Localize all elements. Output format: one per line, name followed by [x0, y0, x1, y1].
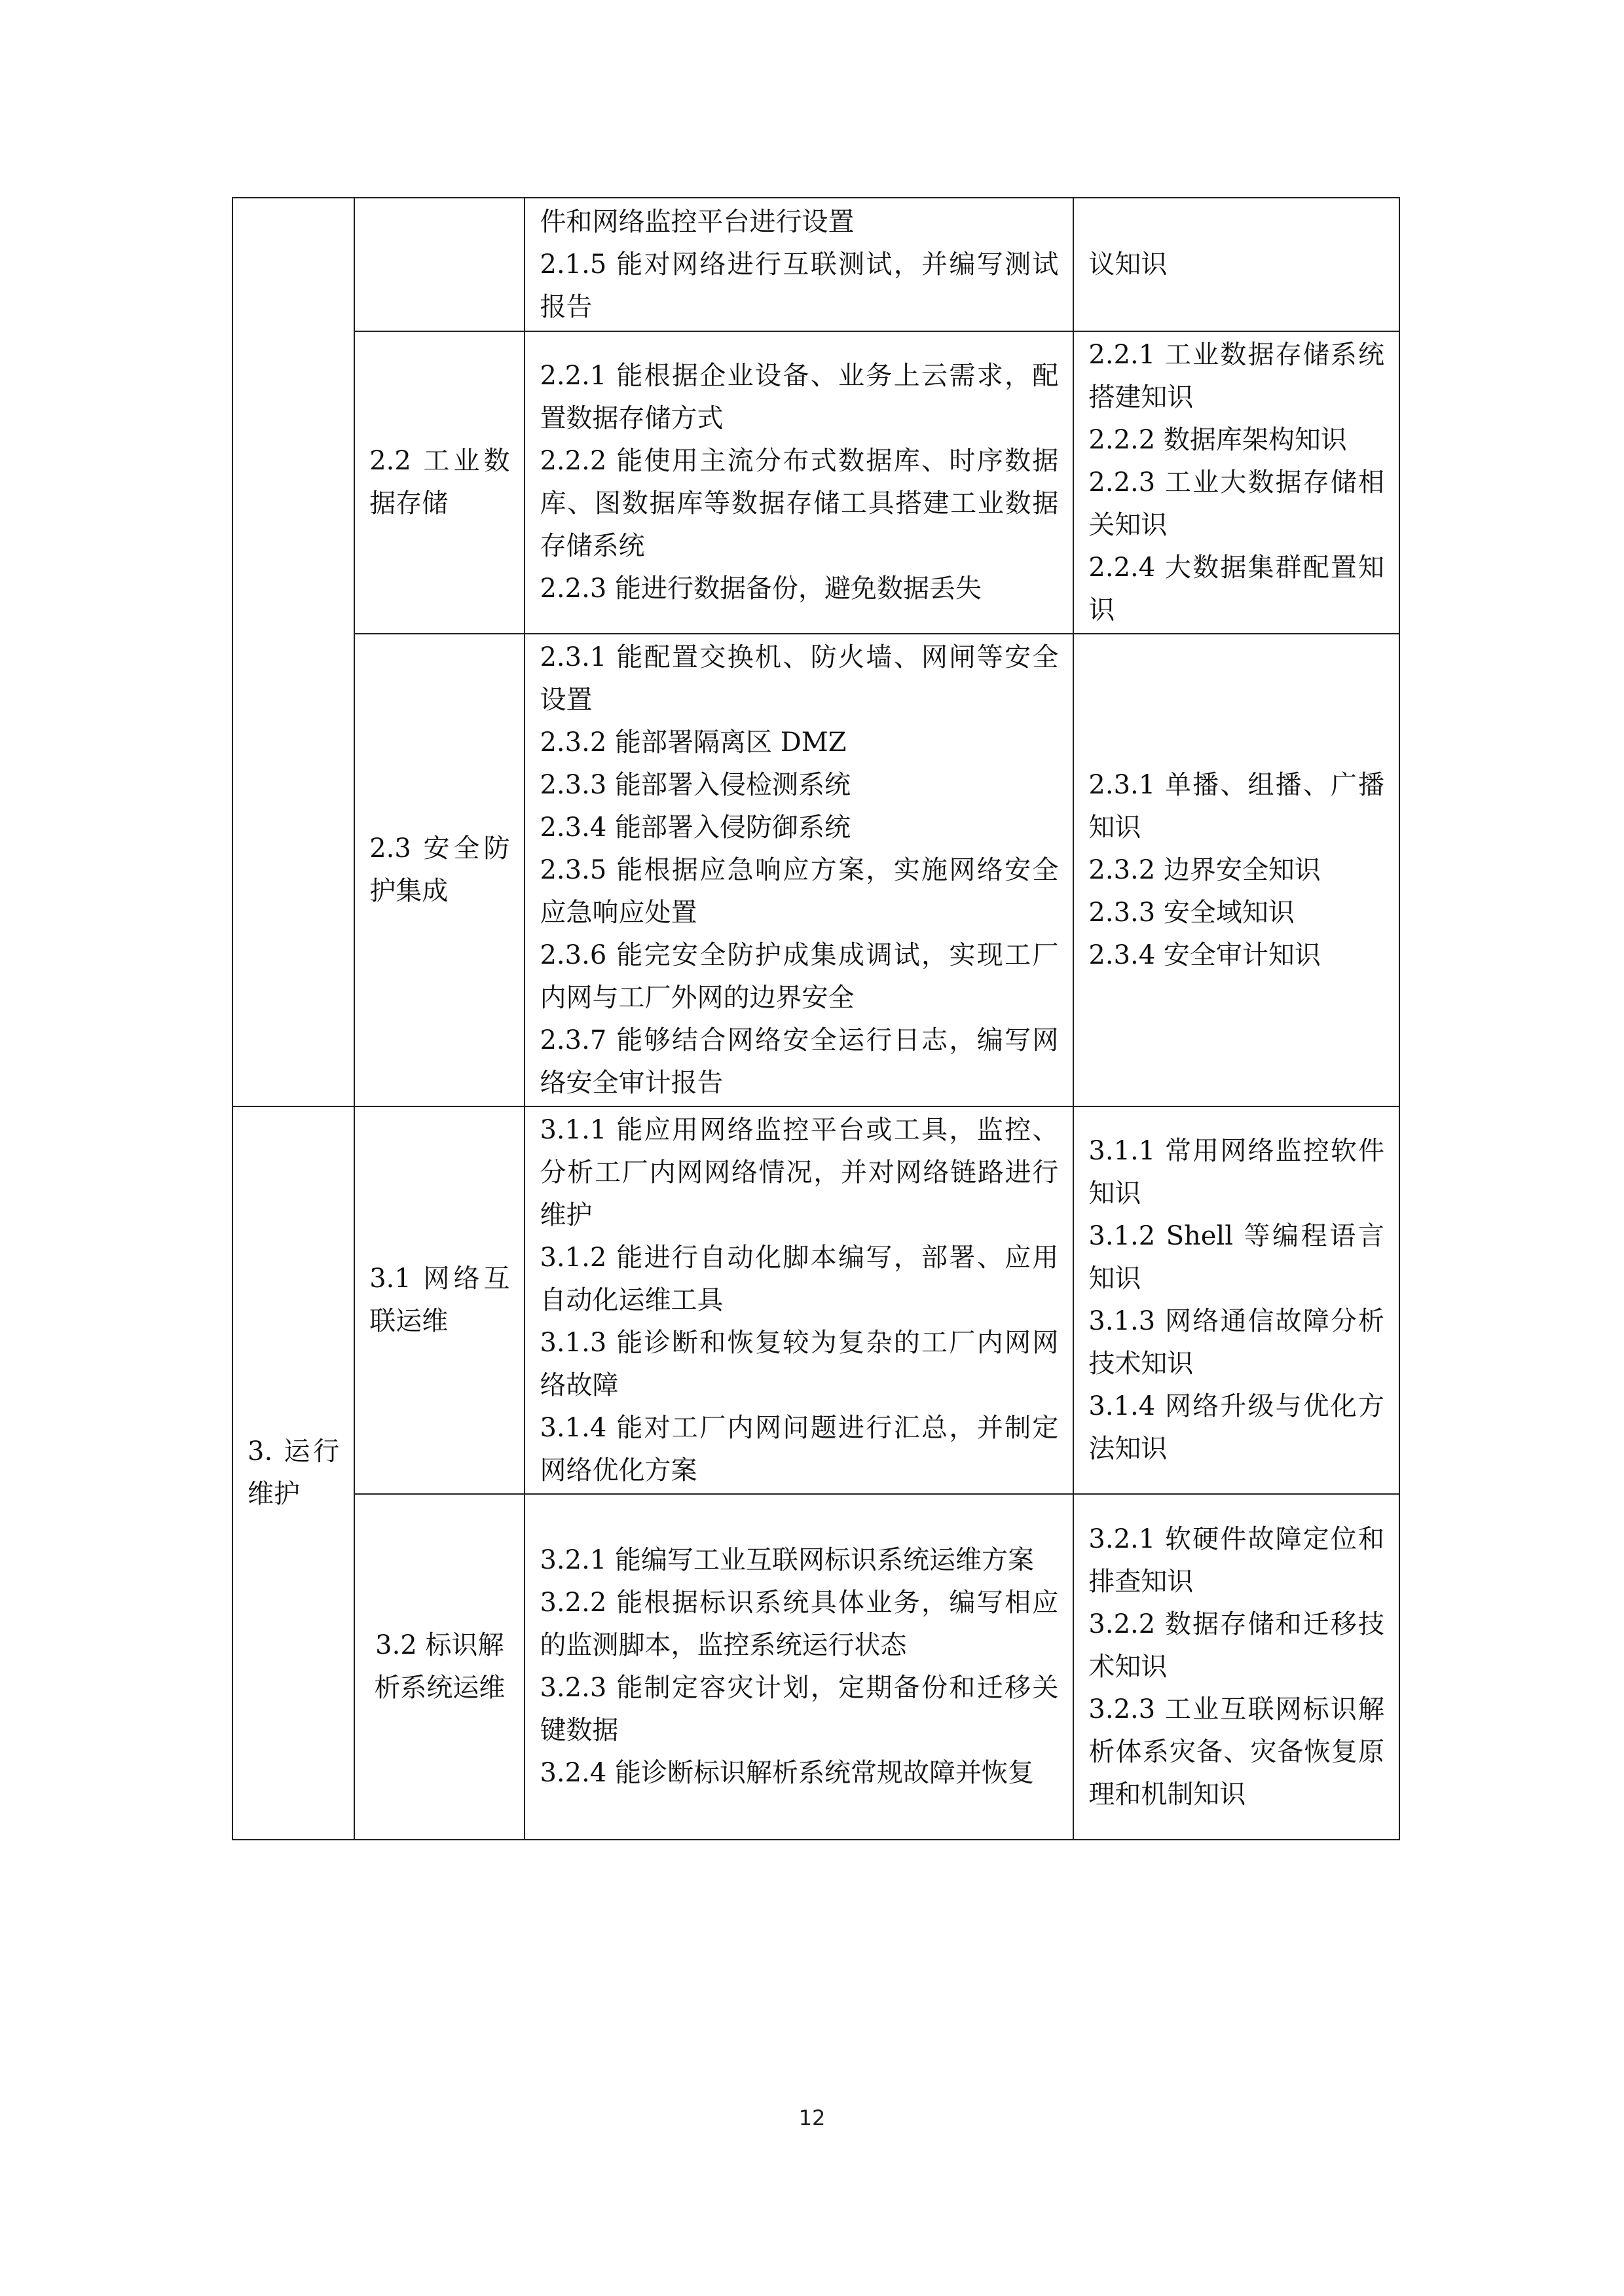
unit-label: 2.2 工业数据存储 [369, 446, 510, 519]
knowledge-item: 2.2.4 大数据集群配置知识 [1088, 552, 1384, 625]
knowledge-item: 2.2.2 数据库架构知识 [1088, 424, 1347, 455]
knowledge-item: 3.2.3 工业互联网标识解析体系灾备、灾备恢复原理和机制知识 [1088, 1694, 1384, 1810]
function-label: 3. 运行维护 [248, 1436, 340, 1509]
knowledge-cell [1073, 1106, 1399, 1494]
table-row [232, 1106, 1399, 1494]
knowledge-item: 2.3.1 单播、组播、广播知识 [1088, 769, 1384, 843]
knowledge-item: 3.1.3 网络通信故障分析技术知识 [1088, 1306, 1384, 1379]
skill-item: 2.3.5 能根据应急响应方案，实施网络安全应急响应处置 [540, 854, 1059, 928]
knowledge-cell [1073, 634, 1399, 1106]
unit-cell [354, 331, 525, 634]
knowledge-item: 2.2.1 工业数据存储系统搭建知识 [1088, 339, 1384, 412]
skill-item: 3.2.1 能编写工业互联网标识系统运维方案 [540, 1545, 1034, 1575]
unit-cell [354, 634, 525, 1106]
unit-cell-continued [354, 198, 525, 331]
skill-item: 3.2.2 能根据标识系统具体业务，编写相应的监测脚本，监控系统运行状态 [540, 1588, 1059, 1660]
table-row [232, 634, 1399, 1106]
unit-label: 3.1 网络互联运维 [369, 1264, 510, 1336]
knowledge-cell [1073, 198, 1399, 331]
skill-item: 2.3.7 能够结合网络安全运行日志，编写网络安全审计报告 [540, 1025, 1059, 1098]
knowledge-item: 议知识 [1088, 249, 1168, 280]
skill-item: 3.2.4 能诊断标识解析系统常规故障并恢复 [540, 1758, 1034, 1788]
knowledge-item: 3.1.1 常用网络监控软件知识 [1088, 1136, 1384, 1209]
knowledge-item: 3.2.1 软硬件故障定位和排查知识 [1088, 1523, 1384, 1597]
skill-item: 3.1.3 能诊断和恢复较为复杂的工厂内网网络故障 [540, 1327, 1059, 1400]
skill-item: 2.2.1 能根据企业设备、业务上云需求，配置数据存储方式 [540, 361, 1059, 433]
skills-table [232, 197, 1400, 1840]
skills-cell [525, 331, 1073, 634]
skill-item: 2.1.5 能对网络进行互联测试，并编写测试报告 [540, 249, 1059, 322]
skills-cell [525, 1106, 1073, 1494]
knowledge-cell [1073, 331, 1399, 634]
function-cell [232, 1106, 354, 1840]
knowledge-item: 2.3.4 安全审计知识 [1088, 939, 1321, 970]
skill-item: 2.2.3 能进行数据备份，避免数据丢失 [540, 574, 982, 604]
skill-item: 3.1.1 能应用网络监控平台或工具，监控、分析工厂内网网络情况，并对网络链路进行维护 [540, 1114, 1059, 1230]
skills-cell [525, 634, 1073, 1106]
function-cell-continued [232, 198, 354, 1106]
table-row [232, 1494, 1399, 1840]
skills-cell [525, 198, 1073, 331]
skill-item: 3.2.3 能制定容灾计划，定期备份和迁移关键数据 [540, 1673, 1059, 1745]
knowledge-item: 3.2.2 数据存储和迁移技术知识 [1088, 1609, 1384, 1682]
skill-item: 3.1.2 能进行自动化脚本编写，部署、应用自动化运维工具 [540, 1242, 1059, 1315]
unit-cell [354, 1106, 525, 1494]
knowledge-item: 3.1.2 Shell 等编程语言知识 [1088, 1221, 1384, 1294]
knowledge-item: 3.1.4 网络升级与优化方法知识 [1088, 1391, 1384, 1464]
skill-item: 2.2.2 能使用主流分布式数据库、时序数据库、图数据库等数据存储工具搭建工业数据存储系统 [540, 446, 1059, 561]
skill-item: 2.3.1 能配置交换机、防火墙、网闸等安全设置 [540, 642, 1059, 715]
skill-item: 2.3.3 能部署入侵检测系统 [540, 769, 851, 800]
skill-item: 2.3.6 能完安全防护成集成调试，实现工厂内网与工厂外网的边界安全 [540, 939, 1059, 1013]
page-number: 12 [798, 2105, 826, 2130]
table-row [232, 198, 1399, 331]
knowledge-item: 2.2.3 工业大数据存储相关知识 [1088, 467, 1384, 540]
skills-cell [525, 1494, 1073, 1840]
unit-label: 3.2 标识解析系统运维 [374, 1630, 506, 1703]
unit-cell [354, 1494, 525, 1840]
knowledge-cell [1073, 1494, 1399, 1840]
knowledge-item: 2.3.3 安全域知识 [1088, 897, 1295, 928]
skill-item: 3.1.4 能对工厂内网问题进行汇总，并制定网络优化方案 [540, 1412, 1059, 1485]
skill-item: 2.3.4 能部署入侵防御系统 [540, 812, 851, 843]
table-row [232, 331, 1399, 634]
skill-item: 件和网络监控平台进行设置 [540, 206, 855, 237]
knowledge-item: 2.3.2 边界安全知识 [1088, 854, 1321, 885]
skill-item: 2.3.2 能部署隔离区 DMZ [540, 727, 847, 757]
unit-label: 2.3 安全防护集成 [369, 833, 510, 906]
